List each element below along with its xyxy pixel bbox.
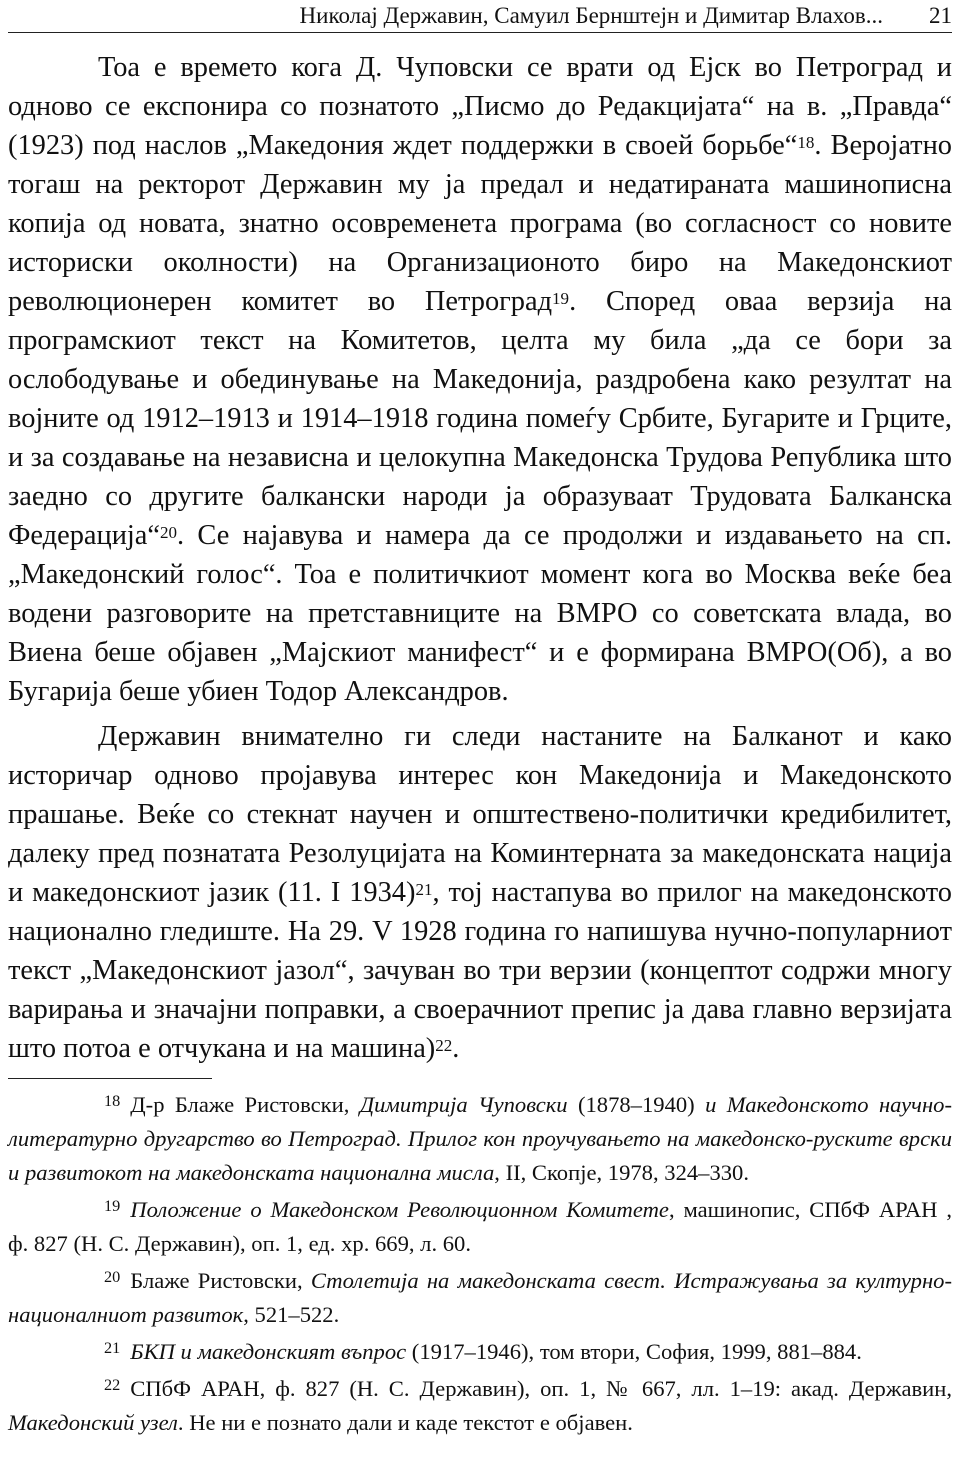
- running-title: Николај Державин, Самуил Бернштејн и Димитар Влахов...: [299, 3, 883, 28]
- footnote-italic-title: Столетија на македонската свест. Истражувања за културно-националниот развиток: [8, 1268, 952, 1327]
- footnote-text: , машинопис, СПбФ АРАН , ф. 827 (Н. С. Державин), оп. 1, ед. хр. 669, л. 60.: [8, 1197, 952, 1256]
- paragraph-2-text-a: Державин внимателно ги следи настаните на Балканот и како историчар одново пројавува интерес кон Македонија и Македонското прашање. Веќе со стекнат научен и општествено-политички кредибилитет, далеку пред познатата Резолуцијата на Коминтерната за македонската нација и македонскиот јазик (11. I 1934): [8, 721, 952, 908]
- paragraph-1-text-d: . Се најавува и намера да се продолжи и издавањето на сп. „Македонский голос“. Тоа е политичкиот момент кога во Москва веќе беа водени разговорите на претставниците на ВМРО со советската влада, во Виена беше објавен „Мајскиот манифест“ и е формирана ВМРО(Об), а во Бугарија беше убиен Тодор Александров.: [8, 520, 952, 707]
- footnote-ref-18[interactable]: 18: [797, 133, 815, 153]
- paragraph-2-text-b: , тој настапува во прилог на македонското национално гледиште. На 29. V 1928 година го напишува нучно-популарниот текст „Македонскиот јазол“, зачуван во три верзии (концептот содржи многу варирања и значајни поправки, а своерачниот препис ја дава главно верзијата што потоа е отчукана и на машина): [8, 877, 952, 1064]
- footnote-text: , 521–522.: [243, 1302, 340, 1327]
- paragraph-2-text-c: .: [452, 1033, 460, 1064]
- paragraph-1-text-c: . Според оваа верзија на програмскиот текст на Комитетов, целта му била „да се бори за ослободување и обединување на Македонија, раздробена како резултат на војните од 1912–1913 и 1914–1918 година помеѓу Србите, Бугарите и Грците, и за создавање на независна и целокупна Македонска Трудова Република што заедно со другите балкански народи ја образуваат Трудовата Балканска Федерација“: [8, 286, 952, 551]
- footnote-number: 22: [104, 1376, 121, 1395]
- footnote-italic-title: и Македонското научно-литературно другарство во Петроград. Прилог кон проучувањето на македонско-руските врски и развитокот на македонската национална мисла: [8, 1092, 952, 1185]
- footnote-number: 20: [104, 1268, 121, 1287]
- footnote-ref-20[interactable]: 20: [159, 523, 177, 543]
- footnote-number: 21: [104, 1339, 121, 1358]
- footnote-text: СПбФ АРАН, ф. 827 (Н. С. Державин), оп. 1, № 667, лл. 1–19: акад. Державин,: [130, 1376, 952, 1401]
- footnote-italic-title: Македонский узел: [8, 1410, 178, 1435]
- paragraph-2: [8, 717, 952, 1068]
- footnote-text: Д-р Блаже Ристовски,: [130, 1092, 360, 1117]
- footnote-ref-22[interactable]: 22: [435, 1036, 453, 1056]
- footnote-italic-title: БКП и македонският въпрос: [130, 1339, 407, 1364]
- footnote-italic-title: Положение о Македонском Революционном Комитете: [130, 1197, 669, 1222]
- footnote-ref-21[interactable]: 21: [415, 880, 433, 900]
- footnote-19: [8, 1193, 952, 1261]
- body-text: [8, 48, 952, 1068]
- footnote-text: . Не ни е познато дали и каде текстот е објавен.: [177, 1410, 633, 1435]
- footnote-22: [8, 1372, 952, 1440]
- footnote-text: (1878–1940): [567, 1092, 706, 1117]
- paragraph-1-text-a: Тоа е времето кога Д. Чуповски се врати од Ејск во Петроград и одново се експонира со познатото „Писмо до Редакцијата“ на в. „Правда“ (1923) под наслов „Македония ждет поддержки в своей борьбе“: [8, 52, 952, 161]
- footnote-divider: [8, 1078, 212, 1079]
- footnote-18: [8, 1088, 952, 1190]
- footnote-21: [8, 1335, 952, 1369]
- footnote-ref-19[interactable]: 19: [552, 289, 570, 309]
- footnote-italic-title: Димитрија Чуповски: [359, 1092, 568, 1117]
- paragraph-1-text-b: . Веројатно тогаш на ректорот Державин му ја предал и недатираната машинописна копија од новата, знатно осовременета програма (во согласност со новите историски околности) на Организационото биро на Македонскиот революционерен комитет во Петроград: [8, 130, 952, 317]
- footnote-text: Блаже Ристовски,: [130, 1268, 311, 1293]
- footnote-text: , II, Скопје, 1978, 324–330.: [494, 1160, 750, 1185]
- footnote-number: 19: [104, 1197, 121, 1216]
- footnotes: [8, 1088, 952, 1443]
- running-header: [8, 2, 952, 33]
- page-number: 21: [929, 3, 952, 28]
- paragraph-1: [8, 48, 952, 711]
- footnote-number: 18: [104, 1092, 121, 1111]
- footnote-20: [8, 1264, 952, 1332]
- footnote-text: (1917–1946), том втори, София, 1999, 881–884.: [406, 1339, 862, 1364]
